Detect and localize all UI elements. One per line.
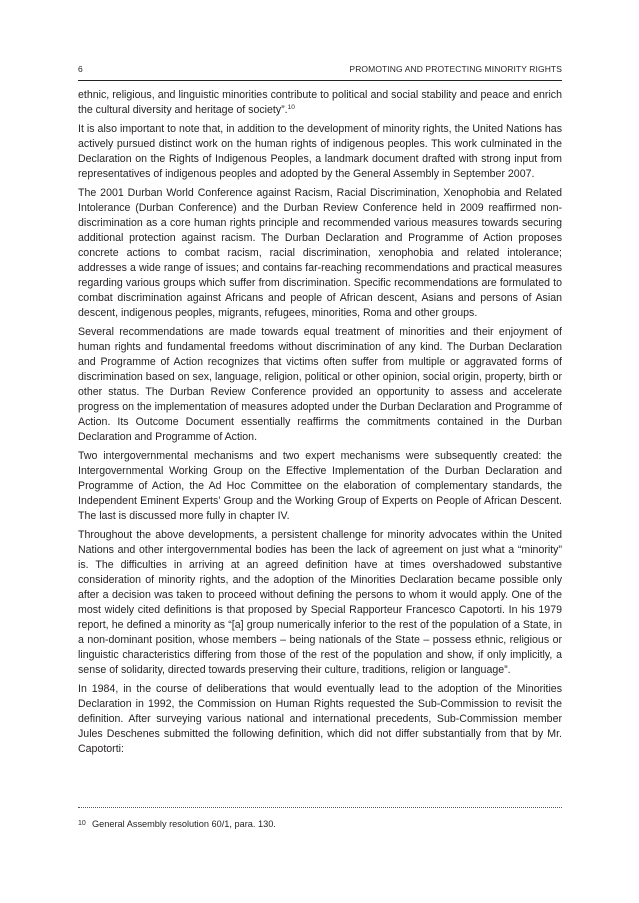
running-title: PROMOTING AND PROTECTING MINORITY RIGHTS [349,64,562,74]
footnote-ref[interactable]: 10 [287,104,295,111]
page-header [78,64,562,80]
paragraph-7: In 1984, in the course of deliberations that would eventually lead to the adoption of the Minorities Declaration in 1992, the Commission on Human Rights requested the Sub-Commission to revisit the definition. After surveying various national and international precedents, Sub-Commission member Jules Deschenes submitted the following definition, which did not differ substantially from that by Mr. Capotorti: [78,683,562,755]
footnote-text: General Assembly resolution 60/1, para. 130. [92,819,276,829]
paragraph-4: Several recommendations are made towards equal treatment of minorities and their enjoyment of human rights and fundamental freedoms without discrimination of any kind. The Durban Declaration and Programme of Action recognizes that victims often suffer from multiple or aggravated forms of discrimination based on sex, language, religion, political or other opinion, social origin, property, birth or other status. The Durban Review Conference provided an opportunity to assess and accelerate progress on the implementation of measures adopted under the Durban Declaration and Programme of Action. Its Outcome Document essentially reaffirms the commitments contained in the Durban Declaration and Programme of Action. [78,326,562,443]
page-number: 6 [78,64,83,74]
paragraph-2: It is also important to note that, in addition to the development of minority rights, the United Nations has actively pursued distinct work on the human rights of indigenous peoples. This work culminated in the Declaration on the Rights of Indigenous Peoples, a landmark document drafted with strong input from representatives of indigenous peoples and adopted by the General Assembly in September 2007. [78,123,562,180]
paragraph-6: Throughout the above developments, a persistent challenge for minority advocates within the United Nations and other intergovernmental bodies has been the lack of agreement on just what a “minority” is. The difficulties in arriving at an agreed definition have at times overshadowed substantive consideration of minority rights, and the adoption of the Minorities Declaration became possible only after a decision was taken to proceed without defining the persons to whom it would apply. One of the most widely cited definitions is that proposed by Special Rapporteur Francesco Capotorti. In his 1979 report, he defined a minority as “[a] group numerically inferior to the rest of the population of a State, in a non-dominant position, whose members – being nationals of the State – possess ethnic, religious or linguistic characteristics differing from those of the rest of the population and show, if only implicitly, a sense of solidarity, directed towards preserving their culture, traditions, religion or language”. [78,529,562,676]
paragraph-5: Two intergovernmental mechanisms and two expert mechanisms were subsequently created: the Intergovernmental Working Group on the Effective Implementation of the Durban Declaration and Programme of Action, the Ad Hoc Committee on the elaboration of complementary standards, the Independent Eminent Experts’ Group and the Working Group of Experts on People of African Descent. The last is discussed more fully in chapter IV. [78,450,562,522]
footnote [78,818,562,830]
body-text [78,88,562,761]
paragraph-3: The 2001 Durban World Conference against Racism, Racial Discrimination, Xenophobia and Related Intolerance (Durban Conference) and the Durban Review Conference held in 2009 reaffirmed non-discrimination as a core human rights principle and recommended various measures towards securing additional protection against racism. The Durban Declaration and Programme of Action proposes concrete actions to combat racism, racial discrimination, xenophobia and related intolerance; addresses a wide range of issues; and contains far-reaching recommendations and practical measures regarding various groups which suffer from discrimination. Specific recommendations are formulated to combat discrimination against Africans and people of African descent, Asians and persons of Asian descent, indigenous peoples, migrants, refugees, minorities, Roma and other groups. [78,187,562,319]
paragraph-1: ethnic, religious, and linguistic minorities contribute to political and social stability and peace and enrich the cultural diversity and heritage of society”.$^{10}$ [78,89,562,116]
footnote-separator [78,807,562,808]
header-rule [78,80,562,81]
footnote-number: 10 [78,820,86,827]
